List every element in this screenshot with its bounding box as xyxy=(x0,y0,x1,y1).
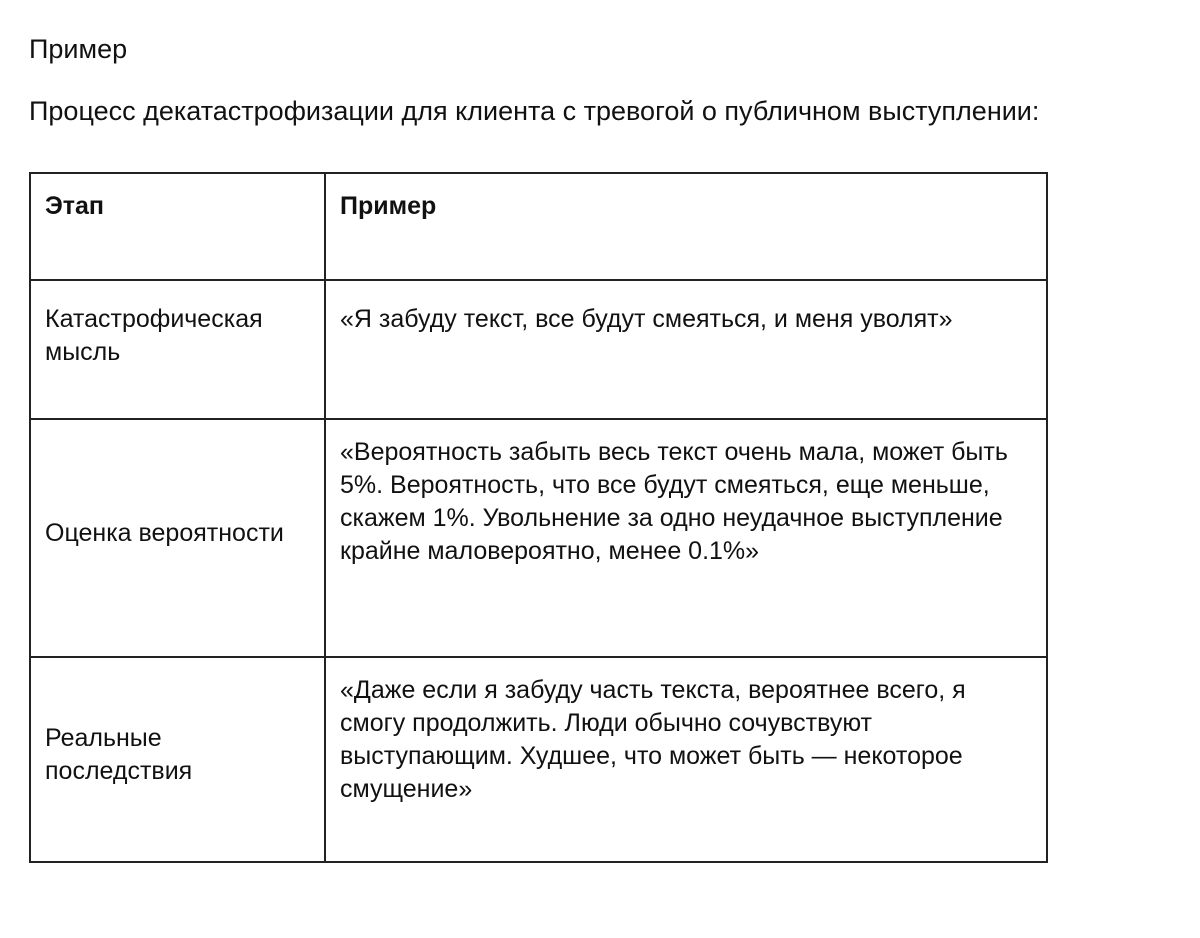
stage-cell: Оценка вероятности xyxy=(30,419,325,657)
example-cell: «Я забуду текст, все будут смеяться, и меня уволят» xyxy=(325,280,1047,419)
table-row xyxy=(30,657,1047,862)
stage-cell: Катастрофическая мысль xyxy=(30,280,325,419)
page-title: Пример xyxy=(29,34,128,64)
intro-text: Процесс декатастрофизации для клиента с тревогой о публичном выступлении: xyxy=(29,96,1040,126)
table-header-row xyxy=(30,173,1047,280)
table-row xyxy=(30,280,1047,419)
table-row xyxy=(30,419,1047,657)
stage-cell: Реальные последствия xyxy=(30,657,325,862)
example-cell: «Вероятность забыть весь текст очень мала, может быть 5%. Вероятность, что все будут смеяться, еще меньше, скажем 1%. Увольнение за одно неудачное выступление крайне маловероятно, менее 0.1%» xyxy=(325,419,1047,657)
example-cell: «Даже если я забуду часть текста, вероятнее всего, я смогу продолжить. Люди обычно сочувствуют выступающим. Худшее, что может быть — некоторое смущение» xyxy=(325,657,1047,862)
column-header-example: Пример xyxy=(325,173,1047,280)
column-header-stage: Этап xyxy=(30,173,325,280)
decatastrophizing-table xyxy=(29,172,1048,863)
